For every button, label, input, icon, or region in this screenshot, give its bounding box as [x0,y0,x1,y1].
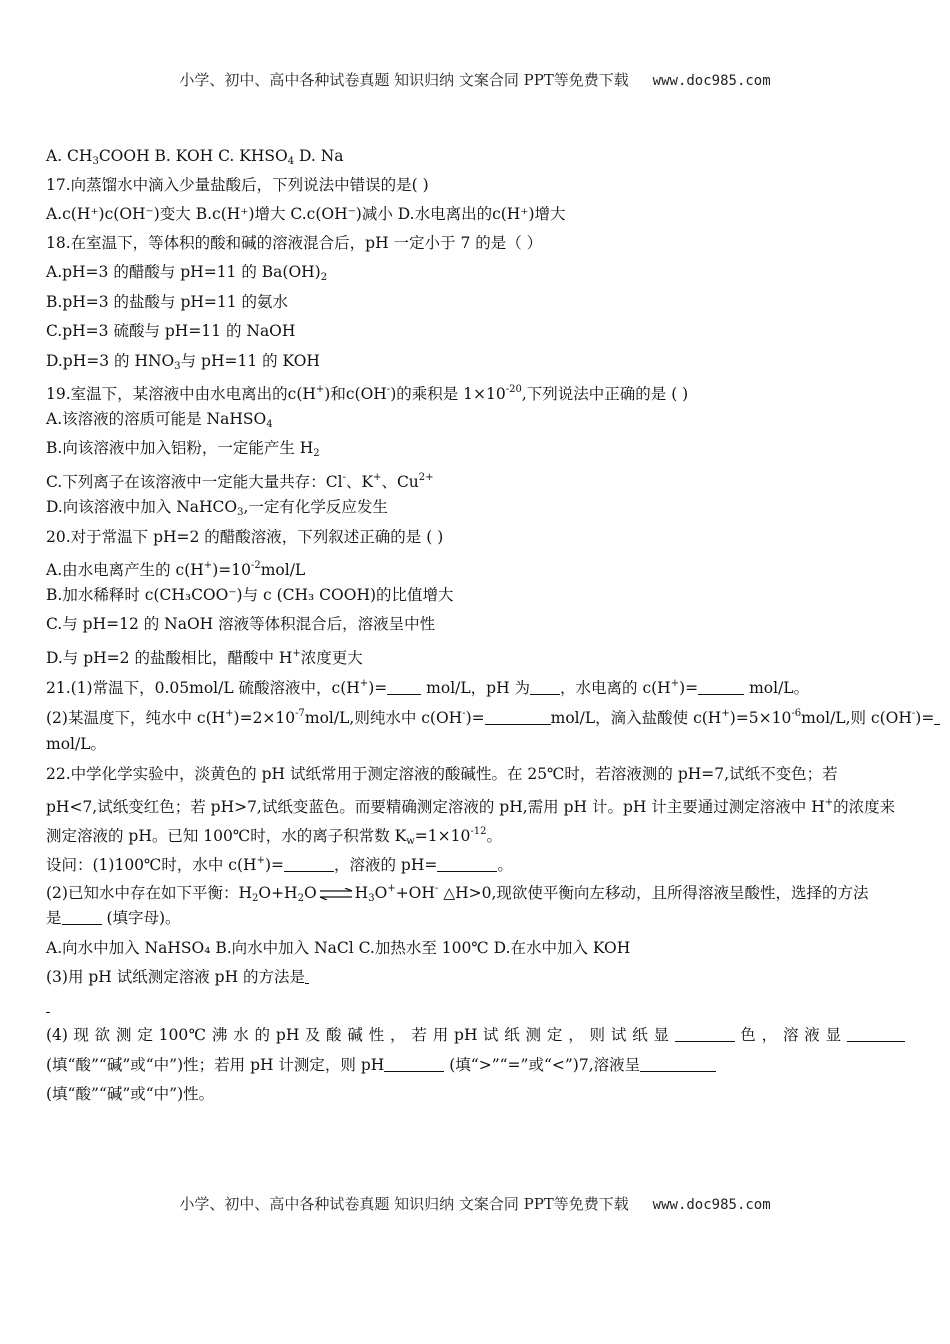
q22-intro-line3: 测定溶液的 pH。已知 100℃时，水的离子积常数 $K_w=1\times 10^{-12}$。 [46,826,502,847]
q22-part4-line3: (填“酸”“碱”或“中”)性。 [46,1085,215,1103]
q22-part2-cont: 是 (填字母)。 [46,909,181,927]
answer-blank[interactable] [698,679,744,695]
q17-options: A.c(H⁺)c(OH⁻)变大 B.c(H⁺)增大 C.c(OH⁻)减小 D.水电离出的c(H⁺)增大 [46,205,566,223]
footer-url[interactable]: www.doc985.com [652,1197,771,1213]
q19-option-b: B.向该溶液中加入铝粉，一定能产生 $H_2$ [46,439,320,459]
q22-part3: (3)用 pH 试纸测定溶液 pH 的方法是 [46,967,309,987]
header-url[interactable]: www.doc985.com [652,73,771,89]
q20-option-b: B.加水稀释时 c(CH₃COO⁻)与 c (CH₃ COOH)的比值增大 [46,586,454,604]
footer-text: 小学、初中、高中各种试卷真题 知识归纳 文案合同 PPT等免费下载 [179,1195,629,1213]
q19-stem: 19.室温下，某溶液中由水电离出的c(H+)和c(OH-)的乘积是 $1\times 10^{-20}$,下列说法中正确的是 ( ) [46,384,689,403]
equilibrium-arrow-icon [319,888,353,900]
q18-stem: 18.在室温下，等体积的酸和碱的溶液混合后，pH 一定小于 7 的是（ ） [46,234,543,252]
q22-intro-line2: pH<7,试纸变红色；若 pH>7,试纸变蓝色。而要精确测定溶液的 pH,需用 pH 计。pH 计主要通过测定溶液中 H+的浓度来 [46,797,896,816]
answer-blank[interactable] [485,709,551,725]
header-text: 小学、初中、高中各种试卷真题 知识归纳 文案合同 PPT等免费下载 [179,71,629,89]
q19-option-d: D.向该溶液中加入 NaHCO$_3$,一定有化学反应发生 [46,498,388,518]
q22-part1: 设问：(1)100℃时，水中 c(H+)= ，溶液的 pH= 。 [46,855,513,874]
q20-option-c: C.与 pH=12 的 NaOH 溶液等体积混合后，溶液呈中性 [46,615,436,633]
q21-part1: 21.(1)常温下，0.05mol/L 硫酸溶液中，c(H+)= mol/L，pH 为 ，水电离的 c(H+)= mol/L。 [46,678,810,697]
answer-blank[interactable] [934,709,940,725]
q22-intro-line1: 22.中学化学实验中，淡黄色的 pH 试纸常用于测定溶液的酸碱性。在 25℃时，若溶液测的 pH=7,试纸不变色；若 [46,765,838,783]
q16-options: A. $CH_3COOH$ B. KOH C. $KHSO_4$ D. Na [46,147,344,167]
q22-part4-line2: (填“酸”“碱”或“中”)性；若用 pH 计测定，则 pH (填“>”“=”或“<”)7,溶液呈 [46,1055,716,1075]
answer-blank[interactable] [284,856,334,872]
answer-blank[interactable] [384,1056,444,1072]
q21-part2: (2)某温度下，纯水中 $c(H^+)=2\times 10^{-7}mol/L$,则纯水中 c(OH-)= mol/L，滴入盐酸使 $c(H^+)=5\times 10^{-6}mol/L$,则 c(OH-)= [46,704,940,728]
answer-blank[interactable] [530,679,560,695]
q22-part3-answer-line [46,996,50,1016]
q19-option-a: A.该溶液的溶质可能是 NaHSO$_4$ [46,410,273,430]
answer-blank[interactable] [62,909,102,925]
q17-stem: 17.向蒸馏水中滴入少量盐酸后，下列说法中错误的是( ) [46,176,429,194]
q21-part2-cont: mol/L。 [46,735,107,753]
answer-blank[interactable] [437,856,497,872]
q18-option-c: C.pH=3 硫酸与 pH=11 的 NaOH [46,322,296,340]
q20-option-a: A.由水电离产生的 $c(H^+)=10^{-2}mol/L$ [46,560,306,579]
q19-option-c: C.下列离子在该溶液中一定能大量共存：Cl-、K+、$Cu^{2+}$ [46,472,434,491]
q20-option-d: D.与 pH=2 的盐酸相比，醋酸中 H+浓度更大 [46,648,363,667]
q18-option-d: D.pH=3 的 $HNO_3$与 pH=11 的 KOH [46,352,320,372]
q20-stem: 20.对于常温下 pH=2 的醋酸溶液，下列叙述正确的是 ( ) [46,528,444,546]
page-footer [0,1193,950,1214]
answer-blank[interactable] [387,679,421,695]
answer-blank[interactable] [847,1026,905,1042]
answer-blank[interactable] [640,1056,716,1072]
q22-part4-line1: (4) 现 欲 测 定 100℃ 沸 水 的 pH 及 酸 碱 性 ， 若 用 pH 试 纸 测 定 ， 则 试 纸 显 色 ， 溶 液 显 [46,1025,905,1045]
answer-blank[interactable] [46,997,50,1013]
page-header [0,69,950,90]
q18-option-b: B.pH=3 的盐酸与 pH=11 的氨水 [46,293,289,311]
q18-option-a: A.pH=3 的醋酸与 pH=11 的 $Ba(OH)_2$ [46,263,328,283]
answer-blank[interactable] [305,968,309,984]
answer-blank[interactable] [675,1026,735,1042]
q22-part2-options: A.向水中加入 NaHSO₄ B.向水中加入 NaCl C.加热水至 100℃ D.在水中加入 KOH [46,939,631,957]
q22-part2: (2)已知水中存在如下平衡：$H_2O+H_2O$ $H_3O^++OH^-$ △H>0,现欲使平衡向左移动，且所得溶液呈酸性，选择的方法 [46,883,869,904]
